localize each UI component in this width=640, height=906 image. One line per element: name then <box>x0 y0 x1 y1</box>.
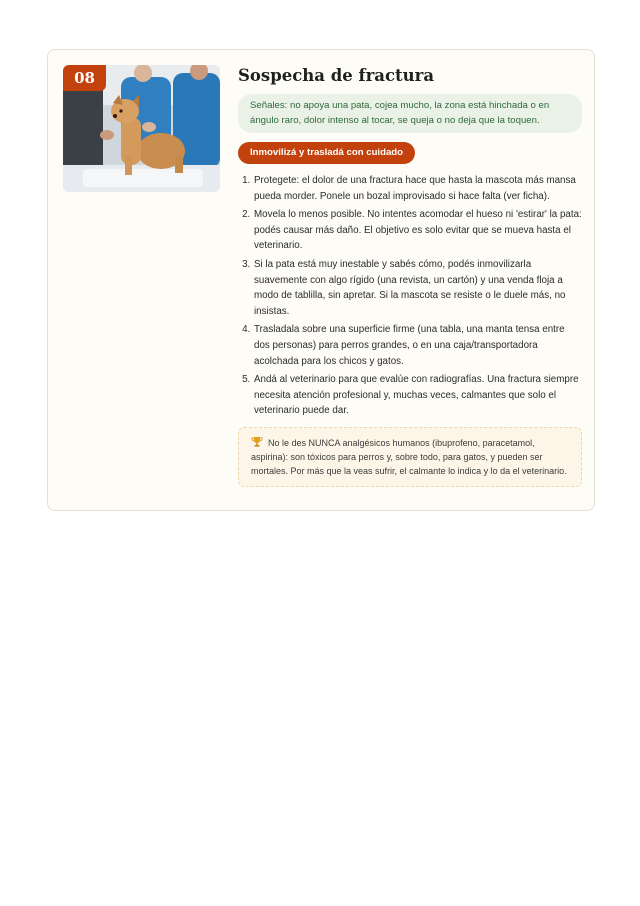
step-item: 2. Movela lo menos posible. No intentes acomodar el hueso ni 'estirar' la pata: podés causar más daño. El objetivo es solo evitar que se mueva hasta el veterinario. <box>253 207 582 254</box>
step-item: 3. Si la pata está muy inestable y sabés cómo, podés inmovilizarla suavemente con algo rígido (una revista, un cartón) y una venda floja a modo de tablilla, sin apretar. Si la mascota se resiste o le duele más, no insistas. <box>253 257 582 319</box>
card-title: Sospecha de fractura <box>238 66 435 85</box>
step-item: 1. Protegete: el dolor de una fractura hace que hasta la mascota más mansa pueda morder. Ponele un bozal improvisado si hace falta (ver ficha). <box>253 173 582 204</box>
trophy-icon <box>251 436 263 447</box>
warning-box <box>238 427 582 487</box>
card-number-badge: 08 <box>63 65 106 91</box>
step-item: 5. Andá al veterinario para que evalúe con radiografías. Una fractura siempre necesita atención profesional y, muchas veces, calmantes que solo el veterinario puede dar. <box>253 372 582 419</box>
action-badge: Inmovilizá y trasladá con cuidado <box>238 142 415 164</box>
dog-vet-photo <box>63 65 220 192</box>
signs-box: Señales: no apoya una pata, cojea mucho, la zona está hinchada o en ángulo raro, dolor intenso al tocar, se queja o no deja que la toquen. <box>238 94 582 133</box>
warning-text: No le des NUNCA analgésicos humanos (ibuprofeno, paracetamol, aspirina): son tóxicos para perros y, sobre todo, para gatos, y pueden ser mortales. Por más que la veas sufrir, el calmante lo indica y lo da el veterinario. <box>251 437 567 477</box>
step-item: 4. Trasladala sobre una superficie firme (una tabla, una manta tensa entre dos personas) para perros grandes, o en una caja/transportadora acolchada para los chicos y gatos. <box>253 322 582 369</box>
card-content <box>238 64 582 487</box>
emergency-card <box>47 49 595 511</box>
steps-list <box>238 173 582 419</box>
